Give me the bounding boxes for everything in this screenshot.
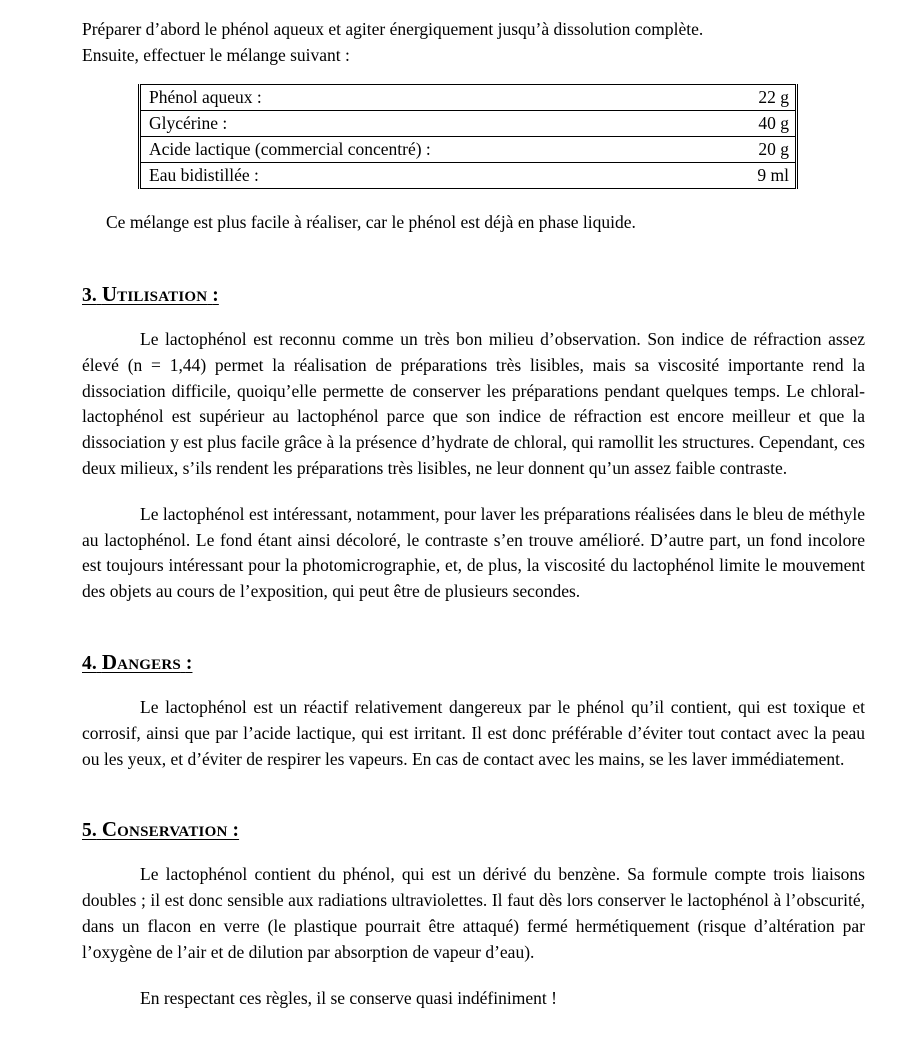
table-row <box>140 163 797 189</box>
amount-cell: 20 g <box>468 137 797 163</box>
table-row <box>140 111 797 137</box>
ingredient-cell: Eau bidistillée : <box>140 163 469 189</box>
intro-paragraph <box>82 16 865 68</box>
intro-line-1: Préparer d’abord le phénol aqueux et agiter énergiquement jusqu’à dissolution complète. <box>82 19 704 39</box>
section-3-paragraph-2: Le lactophénol est intéressant, notamment, pour laver les préparations réalisées dans le bleu de méthyle au lactophénol. Le fond étant ainsi décoloré, le contraste s’en trouve amélioré. D’autre part, un fond incolore est toujours intéressant pour la photomicrographie, et, de plus, la viscosité du lactophénol limite le mouvement des objets au cours de l’exposition, qui peut être de plusieurs secondes. <box>82 503 865 602</box>
spacer <box>82 677 865 695</box>
section-number: 4. <box>82 652 97 674</box>
recipe-table <box>138 84 798 189</box>
section-heading-4 <box>82 649 865 677</box>
section-3-paragraph-1: Le lactophénol est reconnu comme un très bon milieu d’observation. Son indice de réfraction assez élevé (n = 1,44) permet la réalisation de préparations très lisibles, mais sa viscosité importante rend la dissociation difficile, quoiqu’elle permette de conserver les préparations pendant quelques temps. Le chloral-lactophénol est supérieur au lactophénol parce que son indice de réfraction est encore meilleur et que la dissociation y est plus facile grâce à la présence d’hydrate de chloral, qui ramollit les structures. Cependant, ces deux milieux, s’ils rendent les préparations très lisibles, ne leur donnent qu’un assez faible contraste. <box>82 329 865 478</box>
amount-cell: 9 ml <box>468 163 797 189</box>
section-title: Dangers <box>101 649 181 674</box>
recipe-table-wrapper <box>138 84 798 189</box>
section-title: Conservation <box>101 817 228 842</box>
table-row <box>140 137 797 163</box>
spacer <box>82 772 865 816</box>
section-heading-3 <box>82 281 865 309</box>
intro-line-2: Ensuite, effectuer le mélange suivant : <box>82 45 350 65</box>
table-row <box>140 85 797 111</box>
spacer <box>82 605 865 649</box>
ingredient-cell: Glycérine : <box>140 111 469 137</box>
amount-cell: 40 g <box>468 111 797 137</box>
spacer <box>82 235 865 281</box>
ingredient-cell: Acide lactique (commercial concentré) : <box>140 137 469 163</box>
section-colon: : <box>232 820 240 842</box>
section-heading-5-text <box>82 816 239 844</box>
section-number: 3. <box>82 285 97 306</box>
section-4-paragraph-1: Le lactophénol est un réactif relativement dangereux par le phénol qu’il contient, qui est toxique et corrosif, ainsi que par l’acide lactique, qui est irritant. Il est donc préférable d’éviter tout contact avec la peau ou les yeux, et d’éviter de respirer les vapeurs. En cas de contact avec les mains, se les laver immédiatement. <box>82 696 865 769</box>
section-heading-5 <box>82 816 865 844</box>
spacer <box>82 309 865 327</box>
section-5-paragraph-1: Le lactophénol contient du phénol, qui est un dérivé du benzène. Sa formule compte trois liaisons doubles ; il est donc sensible aux radiations ultraviolettes. Il faut dès lors conserver le lactophénol à l’obscurité, dans un flacon en verre (le plastique pourrait être attaqué) fermé hermétiquement (risque d’altération par l’oxygène de l’air et de dilution par absorption de vapeur d’eau). <box>82 864 865 962</box>
section-heading-4-text <box>82 649 192 677</box>
section-colon: : <box>185 652 193 674</box>
section-number: 5. <box>82 820 97 842</box>
section-title: Utilisation <box>101 282 208 306</box>
amount-cell: 22 g <box>468 85 797 111</box>
section-colon: : <box>212 285 219 306</box>
ingredient-cell: Phénol aqueux : <box>140 85 469 111</box>
after-table-note: Ce mélange est plus facile à réaliser, car le phénol est déjà en phase liquide. <box>106 212 636 232</box>
section-5-closing-line: En respectant ces règles, il se conserve quasi indéfiniment ! <box>140 987 557 1008</box>
spacer <box>82 844 865 862</box>
section-heading-3-text <box>82 281 219 309</box>
